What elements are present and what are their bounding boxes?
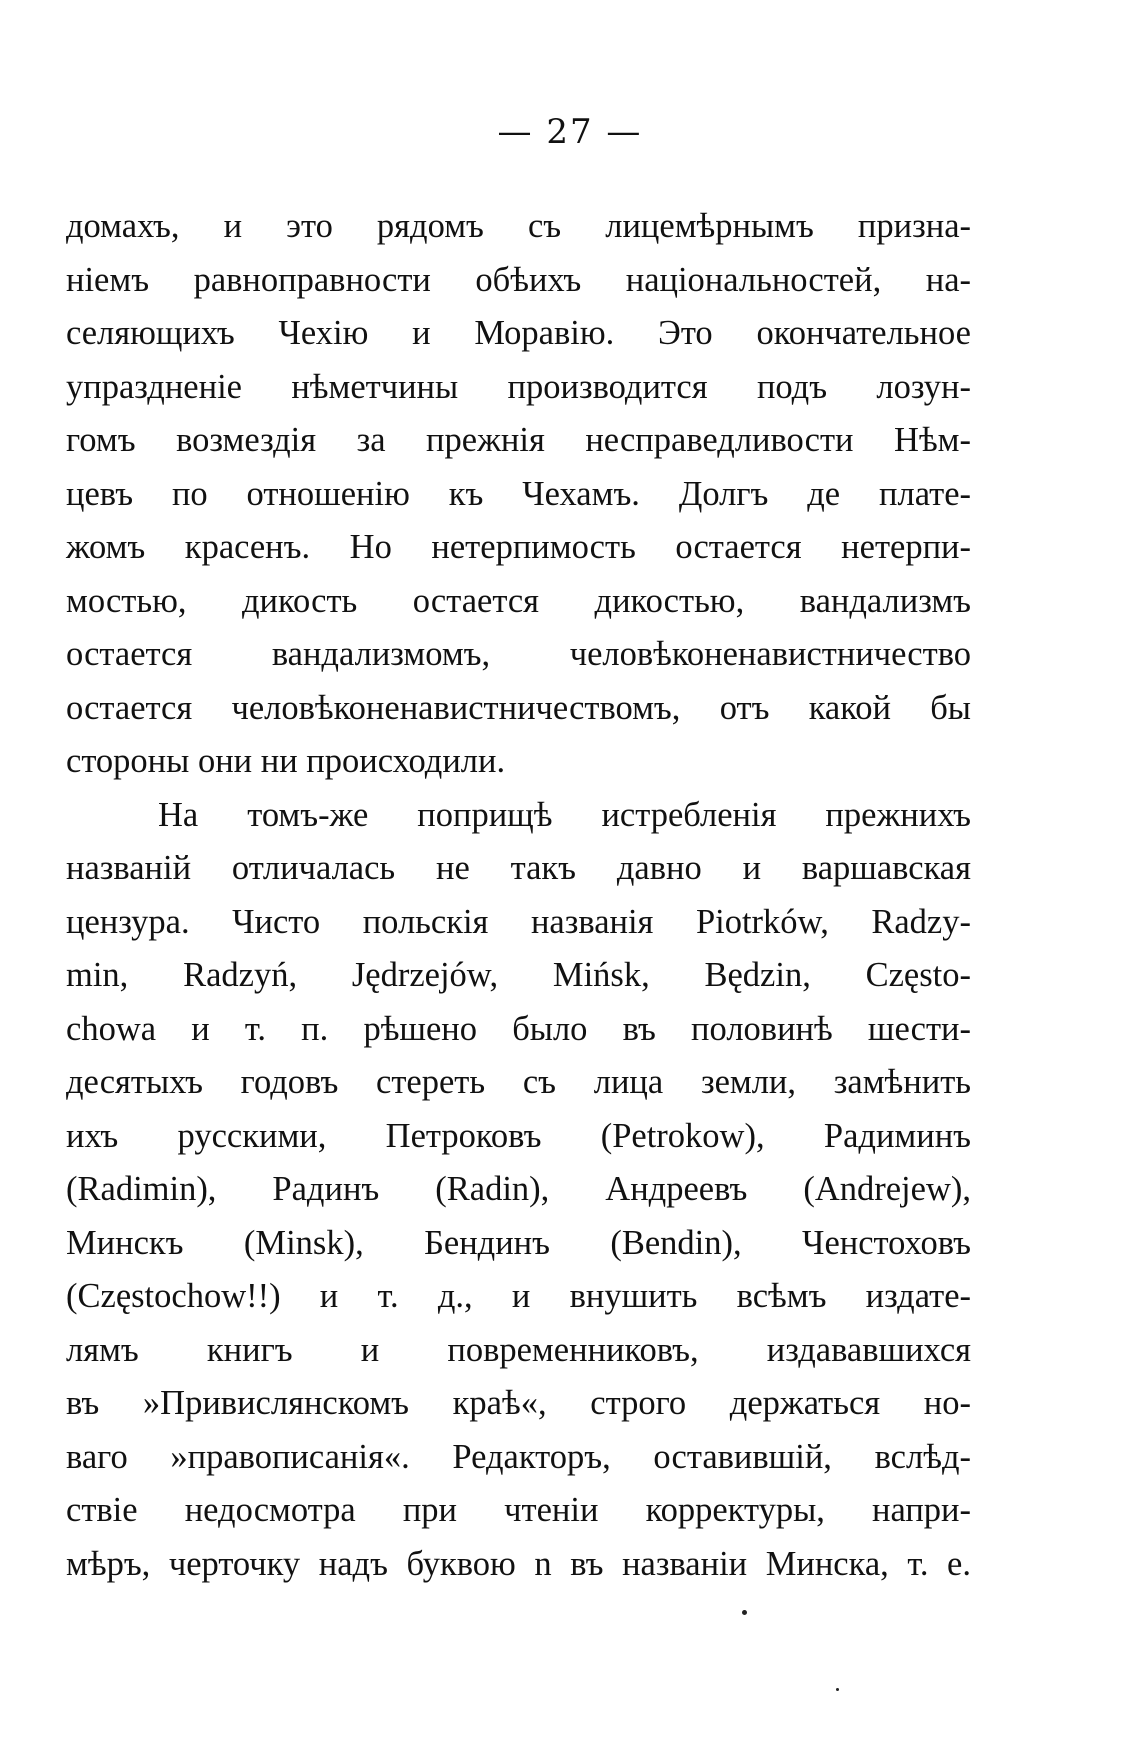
- text-line: домахъ, и это рядомъ съ лицемѣрнымъ призна-: [66, 207, 971, 245]
- ink-speck: [836, 1688, 839, 1691]
- text-line: жомъ красенъ. Но нетерпимость остается нетерпи-: [66, 528, 971, 566]
- text-line: мѣръ, черточку надъ буквою n въ названіи Минска, т. е.: [66, 1544, 971, 1583]
- text-line: остается вандализмомъ, человѣконенавистничество: [66, 635, 971, 673]
- text-line: селяющихъ Чехію и Моравію. Это окончательное: [66, 314, 971, 352]
- body-text: [66, 200, 971, 1591]
- text-line: цевъ по отношенію къ Чехамъ. Долгъ де плате-: [66, 474, 971, 513]
- text-line: ваго »правописанія«. Редакторъ, оставившій, вслѣд-: [66, 1437, 971, 1476]
- text-line: chowa и т. п. рѣшено было въ половинѣ шести-: [66, 1009, 971, 1048]
- text-line: (Radimin), Радинъ (Radin), Андреевъ (Andrejew),: [66, 1170, 971, 1208]
- text-line: въ »Привислянскомъ краѣ«, строго держаться но-: [66, 1384, 971, 1422]
- page-number: — 27 —: [497, 112, 643, 152]
- text-line: min, Radzyń, Jędrzejów, Mińsk, Będzin, Często-: [66, 956, 971, 994]
- text-line: названій отличалась не такъ давно и варшавская: [66, 849, 971, 887]
- text-line: десятыхъ годовъ стереть съ лица земли, замѣнить: [66, 1063, 971, 1101]
- paragraph-2: [66, 789, 971, 1592]
- ink-speck: [742, 1610, 747, 1615]
- text-line: лямъ книгъ и повременниковъ, издававшихся: [66, 1330, 971, 1369]
- text-line: ихъ русскими, Петроковъ (Petrokow), Радиминъ: [66, 1116, 971, 1155]
- text-line: ніемъ равноправности обѣихъ національностей, на-: [66, 260, 971, 299]
- text-line: ствіе недосмотра при чтеніи корректуры, напри-: [66, 1491, 971, 1529]
- text-line: Минскъ (Minsk), Бендинъ (Bendin), Ченстоховъ: [66, 1223, 971, 1262]
- text-line: мостью, дикость остается дикостью, вандализмъ: [66, 581, 971, 620]
- text-line: На томъ-же поприщѣ истребленія прежнихъ: [158, 795, 971, 834]
- text-line: упраздненіе нѣметчины производится подъ лозун-: [66, 367, 971, 406]
- text-line: (Częstochow!!) и т. д., и внушить всѣмъ издате-: [66, 1277, 971, 1315]
- paragraph-1: [66, 200, 971, 789]
- text-line: остается человѣконенавистничествомъ, отъ какой бы: [66, 688, 971, 727]
- text-line: гомъ возмездія за прежнія несправедливости Нѣм-: [66, 421, 971, 459]
- text-line: стороны они ни происходили.: [66, 742, 506, 780]
- text-line: цензура. Чисто польскія названія Piotrków, Radzy-: [66, 902, 971, 941]
